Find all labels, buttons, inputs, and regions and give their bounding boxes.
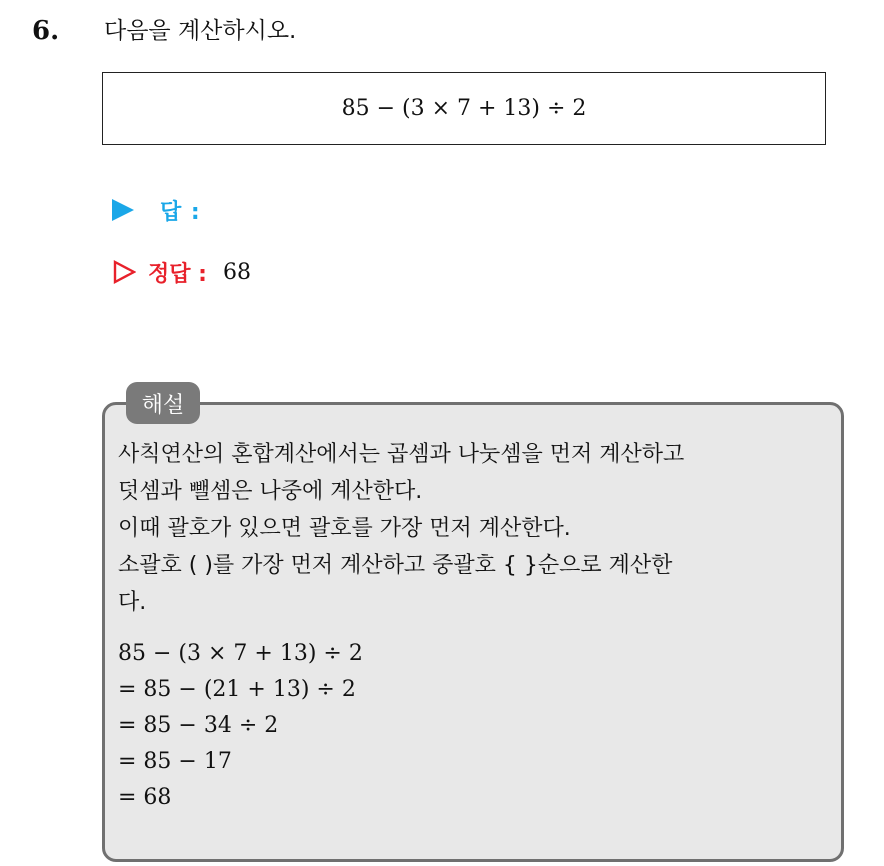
- calculation-step: = 68: [118, 785, 172, 810]
- correct-answer-label: 정답 :: [148, 261, 207, 287]
- question-prompt: 다음을 계산하시오.: [104, 18, 297, 44]
- explanation-line: 소괄호 ( )를 가장 먼저 계산하고 중괄호 { }순으로 계산한: [118, 553, 673, 578]
- calculation-step: = 85 − 17: [118, 749, 232, 774]
- correct-answer-value: 68: [222, 259, 251, 285]
- explanation-text: [118, 436, 834, 621]
- expression-box: [102, 72, 826, 145]
- calculation-step: = 85 − 34 ÷ 2: [118, 713, 279, 738]
- filled-play-icon: [112, 199, 134, 221]
- explanation-tab: 해설: [126, 382, 200, 424]
- explanation-line: 덧셈과 뺄셈은 나중에 계산한다.: [118, 479, 423, 504]
- explanation-line: 사칙연산의 혼합계산에서는 곱셈과 나눗셈을 먼저 계산하고: [118, 442, 685, 467]
- calculation-step: 85 − (3 × 7 + 13) ÷ 2: [118, 641, 363, 666]
- explanation-line: 이때 괄호가 있으면 괄호를 가장 먼저 계산한다.: [118, 516, 571, 541]
- answer-row: [112, 190, 201, 230]
- explanation-line: 다.: [118, 590, 147, 615]
- calculation-steps: [118, 636, 363, 816]
- calculation-step: = 85 − (21 + 13) ÷ 2: [118, 677, 356, 702]
- outline-play-icon: [112, 260, 136, 284]
- expression-text: 85 − (3 × 7 + 13) ÷ 2: [341, 96, 587, 121]
- answer-label: 답 :: [160, 199, 201, 225]
- question-number: 6.: [32, 16, 60, 46]
- correct-answer-row: [112, 252, 251, 292]
